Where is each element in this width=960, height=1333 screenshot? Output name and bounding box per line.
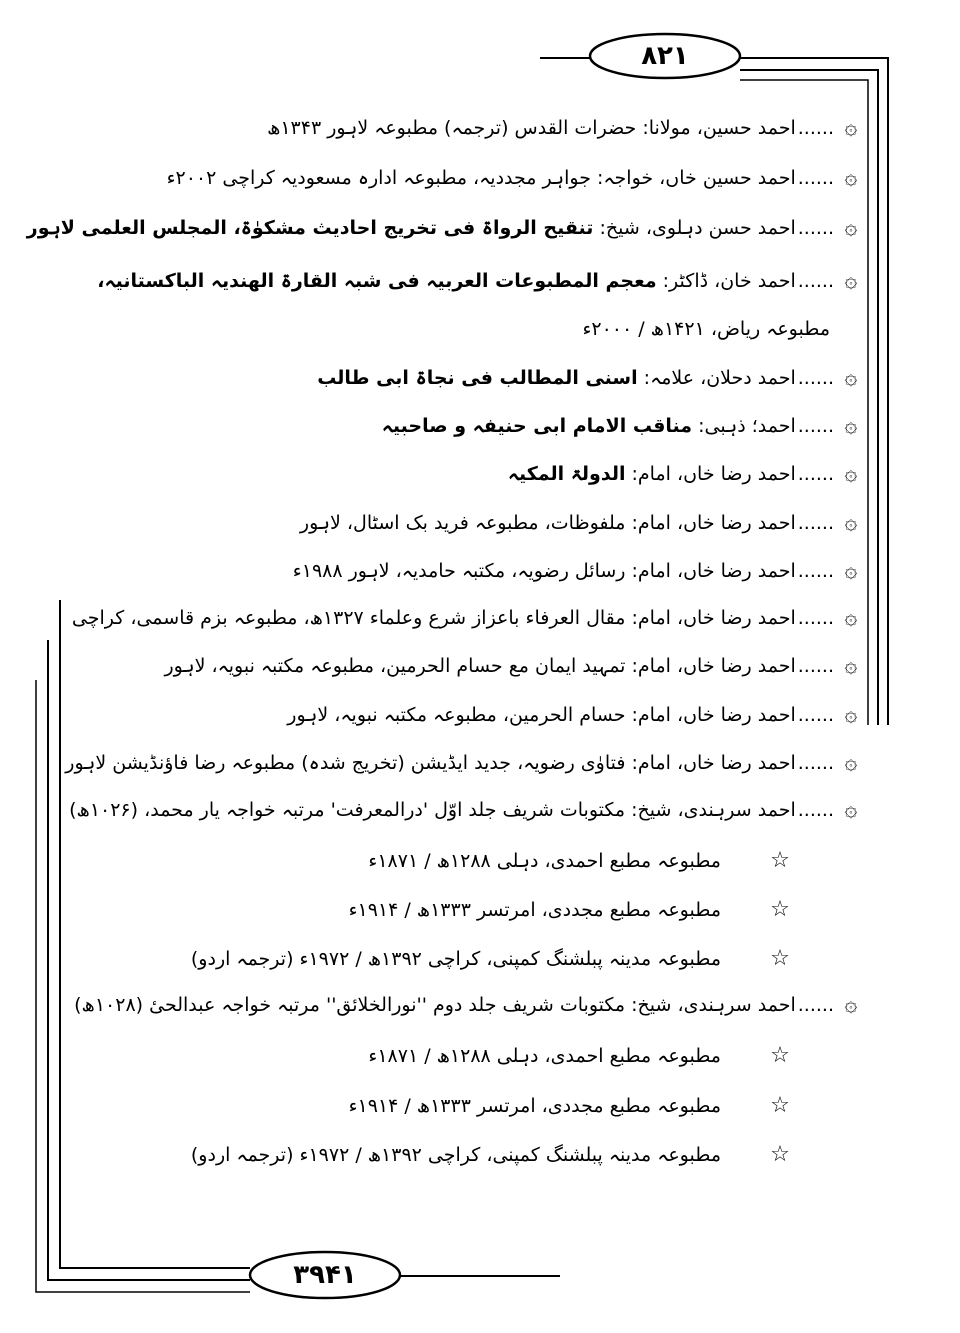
flower-icon: ۞ [844, 702, 858, 727]
star-icon: ☆ [770, 1142, 790, 1167]
flower-icon: ۞ [844, 268, 858, 293]
bibliography-entry: ۞......احمد سرہندی، شیخ: مکتوبات شریف جلد دوم ''نورالخلائق'' مرتبہ خواجہ عبدالحیٔ (۱۰۲۸ھ) [144, 992, 864, 1017]
page-number-bottom: ۳۹۴۱ [293, 1260, 357, 1290]
entry-author: احمد خان، ڈاکٹر: [662, 270, 796, 292]
entry-author: احمد رضا خاں، امام: [631, 463, 796, 485]
entry-author: احمد رضا خاں، امام: [631, 752, 796, 774]
entry-author: احمد رضا خاں، امام: [631, 560, 796, 582]
bibliography-entry: ۞......احمد رضا خاں، امام: ملفوظات، مطبوعہ فرید بک اسٹال، لاہور [144, 510, 864, 535]
entry-title: تمہید ایمان مع حسام الحرمین، مطبوعہ مکتبہ نبویہ، لاہور [164, 655, 626, 677]
entry-title: حسام الحرمین، مطبوعہ مکتبہ نبویہ، لاہور [287, 704, 626, 726]
entry-author: احمد رضا خاں، امام: [631, 704, 796, 726]
star-icon: ☆ [770, 1043, 790, 1068]
edition-item: ☆مطبوعہ مدینہ پبلشنگ کمپنی، کراچی ۱۳۹۲ھ / ۱۹۷۲ء (ترجمہ اردو) [191, 946, 795, 971]
entry-title: الدولۃ المکیہ [507, 463, 626, 485]
bibliography-entry: ۞......احمد رضا خاں، امام: حسام الحرمین، مطبوعہ مکتبہ نبویہ، لاہور [144, 702, 864, 727]
flower-icon: ۞ [844, 558, 858, 583]
star-icon: ☆ [770, 848, 790, 873]
star-icon: ☆ [770, 946, 790, 971]
entry-title: مناقب الامام ابی حنیفہ و صاحبیہ [381, 415, 693, 437]
entry-title: فتاوٰی رضویہ، جدید ایڈیشن (تخریج شدہ) مطبوعہ رضا فاؤنڈیشن لاہور [65, 752, 626, 774]
entry-author: احمد حسین، مولانا: [642, 117, 796, 139]
flower-icon: ۞ [844, 413, 858, 438]
star-icon: ☆ [770, 1093, 790, 1118]
bibliography-entry: ۞......احمد رضا خاں، امام: رسائل رضویہ، مکتبہ حامدیہ، لاہور ۱۹۸۸ء [144, 558, 864, 583]
bibliography-entry: ۞......احمد حسین، مولانا: حضرات القدس (ترجمہ) مطبوعہ لاہور ۱۳۴۳ھ [144, 115, 864, 140]
entry-title: اسنی المطالب فی نجاۃ ابی طالب [317, 367, 638, 389]
entry-title: مقال العرفاء باعزاز شرع وعلماء ۱۳۲۷ھ، مطبوعہ بزم قاسمی، کراچی [71, 607, 626, 629]
entry-title: مکتوبات شریف جلد دوم ''نورالخلائق'' مرتبہ خواجہ عبدالحیٔ (۱۰۲۸ھ) [74, 994, 626, 1016]
bibliography-entry: ۞......احمد دحلان، علامہ: اسنی المطالب فی نجاۃ ابی طالب [144, 365, 864, 390]
bibliography-entry: ۞......احمد رضا خاں، امام: الدولۃ المکیہ [144, 461, 864, 486]
flower-icon: ۞ [844, 215, 858, 240]
entry-author: احمد سرہندی، شیخ: [631, 994, 796, 1016]
entry-title: ملفوظات، مطبوعہ فرید بک اسٹال، لاہور [299, 512, 626, 534]
flower-icon: ۞ [844, 605, 858, 630]
entry-author: احمد حسین خاں، خواجہ: [597, 167, 796, 189]
bibliography-entry: ۞......احمد حسین خاں، خواجہ: جواہر مجددیہ، مطبوعہ ادارہ مسعودیہ کراچی ۲۰۰۲ء [144, 165, 864, 190]
bibliography-entry: ۞......احمد رضا خاں، امام: مقال العرفاء باعزاز شرع وعلماء ۱۳۲۷ھ، مطبوعہ بزم قاسمی، کراچی [144, 605, 864, 630]
entry-author: احمد رضا خاں، امام: [631, 512, 796, 534]
entry-author: احمد سرہندی، شیخ: [631, 799, 796, 821]
flower-icon: ۞ [844, 510, 858, 535]
entry-author: احمد حسن دہلوی، شیخ: [599, 217, 796, 239]
flower-icon: ۞ [844, 653, 858, 678]
entry-author: احمد دحلان، علامہ: [643, 367, 796, 389]
edition-item: ☆مطبوعہ مدینہ پبلشنگ کمپنی، کراچی ۱۳۹۲ھ / ۱۹۷۲ء (ترجمہ اردو) [191, 1142, 795, 1167]
bibliography-entry: ۞......احمد؛ ذہبی: مناقب الامام ابی حنیفہ و صاحبیہ [144, 413, 864, 438]
flower-icon: ۞ [844, 165, 858, 190]
edition-item: ☆مطبوعہ مطبع احمدی، دہلی ۱۲۸۸ھ / ۱۸۷۱ء [368, 1043, 795, 1068]
flower-icon: ۞ [844, 115, 858, 140]
flower-icon: ۞ [844, 797, 858, 822]
entry-title: جواہر مجددیہ، مطبوعہ ادارہ مسعودیہ کراچی ۲۰۰۲ء [166, 167, 591, 189]
edition-item: ☆مطبوعہ مطبع مجددی، امرتسر ۱۳۳۳ھ / ۱۹۱۴ء [349, 897, 795, 922]
edition-item: ☆مطبوعہ مطبع مجددی، امرتسر ۱۳۳۳ھ / ۱۹۱۴ء [349, 1093, 795, 1118]
entry-title: معجم المطبوعات العربیہ فی شبہ القارۃ الھندیہ الباکستانیہ، [97, 270, 657, 292]
entry-author: احمد؛ ذہبی: [698, 415, 796, 437]
bibliography-entry: ۞......احمد رضا خاں، امام: فتاوٰی رضویہ، جدید ایڈیشن (تخریج شدہ) مطبوعہ رضا فاؤنڈیشن لاہور [144, 750, 864, 775]
flower-icon: ۞ [844, 461, 858, 486]
star-icon: ☆ [770, 897, 790, 922]
flower-icon: ۞ [844, 365, 858, 390]
flower-icon: ۞ [844, 992, 858, 1017]
entry-title: مکتوبات شریف جلد اوّل 'درالمعرفت' مرتبہ خواجہ یار محمد، (۱۰۲۶ھ) [69, 799, 626, 821]
bibliography-entry: ۞......احمد سرہندی، شیخ: مکتوبات شریف جلد اوّل 'درالمعرفت' مرتبہ خواجہ یار محمد، (۱۰۲۶ھ) [144, 797, 864, 822]
bibliography-entry: ۞......احمد حسن دہلوی، شیخ: تنقیح الرواۃ فی تخریج احادیث مشکوٰۃ، المجلس العلمی لاہور [144, 215, 864, 240]
edition-item: ☆مطبوعہ مطبع احمدی، دہلی ۱۲۸۸ھ / ۱۸۷۱ء [368, 848, 795, 873]
flower-icon: ۞ [844, 750, 858, 775]
page-number-top: ۸۲۱ [641, 41, 689, 71]
entry-title: تنقیح الرواۃ فی تخریج احادیث مشکوٰۃ، المجلس العلمی لاہور [26, 217, 594, 239]
bibliography-entry: ۞......احمد خان، ڈاکٹر: معجم المطبوعات العربیہ فی شبہ القارۃ الھندیہ الباکستانیہ، [144, 268, 864, 293]
bibliography-entry: ۞......احمد رضا خاں، امام: تمہید ایمان مع حسام الحرمین، مطبوعہ مکتبہ نبویہ، لاہور [144, 653, 864, 678]
entry-author: احمد رضا خاں، امام: [631, 655, 796, 677]
entry-author: احمد رضا خاں، امام: [631, 607, 796, 629]
entry-title: رسائل رضویہ، مکتبہ حامدیہ، لاہور ۱۹۸۸ء [292, 560, 626, 582]
entry-title: حضرات القدس (ترجمہ) مطبوعہ لاہور ۱۳۴۳ھ [267, 117, 637, 139]
entry-continuation: مطبوعہ ریاض، ۱۴۲۱ھ / ۲۰۰۰ء [582, 318, 830, 340]
